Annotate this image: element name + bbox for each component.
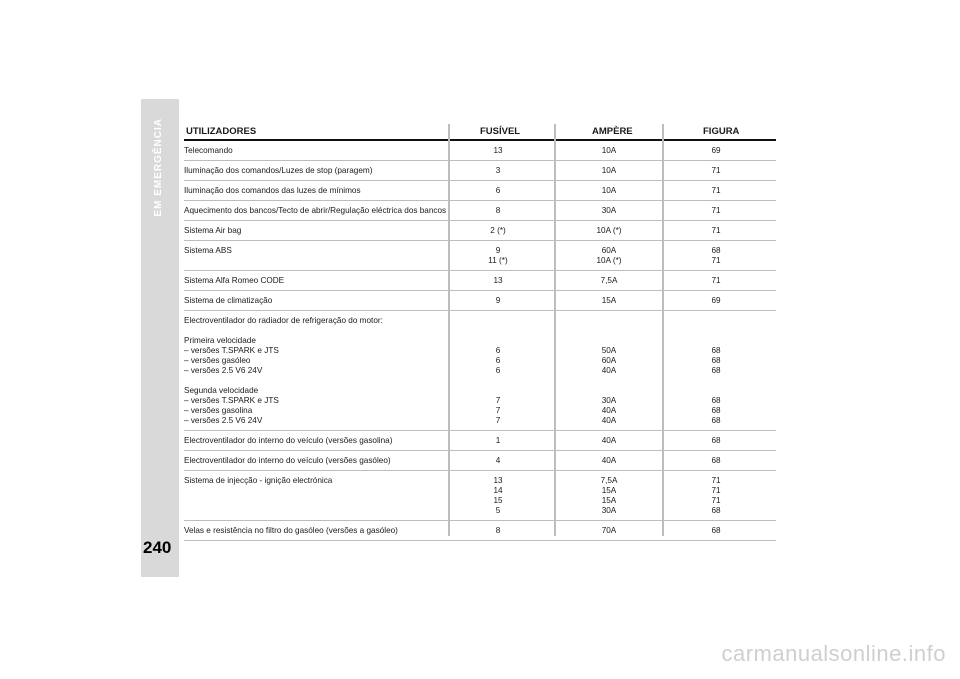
cell-line: 68 (711, 526, 721, 535)
cell-line: 10A (*) (596, 226, 622, 235)
cell-line: 1 (495, 436, 501, 445)
cell-ampere (577, 186, 641, 196)
cell-utilizador (184, 276, 444, 286)
cell-line: 7,5A (600, 276, 618, 285)
cell-figura (684, 186, 748, 196)
cell-figura (684, 226, 748, 236)
cell-line: 40A (601, 366, 617, 375)
cell-line: 40A (601, 456, 617, 465)
cell-line: 68 (711, 506, 721, 515)
header-figura: FIGURA (703, 126, 740, 137)
table-row (184, 181, 776, 201)
cell-ampere (577, 456, 641, 466)
cell-line: – versões gasóleo (184, 356, 251, 365)
cell-line (184, 486, 444, 496)
cell-line: 68 (711, 436, 721, 445)
cell-line (184, 326, 444, 336)
cell-line: – versões 2.5 V6 24V (184, 416, 263, 425)
cell-line: Iluminação dos comandos/Luzes de stop (paragem) (184, 166, 373, 175)
cell-line: Sistema de climatização (184, 296, 273, 305)
cell-line: Primeira velocidade (184, 336, 256, 345)
cell-line: 71 (711, 186, 721, 195)
cell-line (184, 376, 444, 386)
cell-ampere (577, 276, 641, 286)
cell-ampere (577, 206, 641, 216)
cell-line (466, 326, 530, 336)
cell-line: 71 (711, 276, 721, 285)
cell-line: 68 (711, 346, 721, 355)
cell-line: 40A (601, 436, 617, 445)
cell-line: 68 (711, 366, 721, 375)
cell-line: 71 (711, 206, 721, 215)
cell-ampere (577, 246, 641, 266)
cell-line: 15A (601, 496, 617, 505)
cell-ampere (577, 316, 641, 426)
cell-line: Sistema Alfa Romeo CODE (184, 276, 285, 285)
cell-fusivel (466, 476, 530, 516)
cell-line: Aquecimento dos bancos/Tecto de abrir/Regulação eléctrica dos bancos (184, 206, 447, 215)
cell-line: 10A (601, 146, 617, 155)
cell-line: Segunda velocidade (184, 386, 259, 395)
table-row (184, 201, 776, 221)
cell-line: 71 (711, 256, 721, 265)
cell-line: 6 (495, 356, 501, 365)
cell-ampere (577, 526, 641, 536)
cell-line: 7,5A (600, 476, 618, 485)
cell-figura (684, 456, 748, 466)
cell-line: 13 (493, 146, 503, 155)
cell-line: 50A (601, 346, 617, 355)
cell-ampere (577, 146, 641, 156)
table-row (184, 271, 776, 291)
cell-line: 15A (601, 296, 617, 305)
header-ampere: AMPÈRE (592, 126, 633, 137)
cell-line: 7 (495, 396, 501, 405)
cell-utilizador (184, 246, 444, 266)
table-row (184, 161, 776, 181)
header-utilizadores: UTILIZADORES (186, 126, 257, 137)
cell-fusivel (466, 276, 530, 286)
cell-line: 71 (711, 226, 721, 235)
cell-line (466, 316, 530, 326)
cell-line (684, 316, 748, 326)
cell-fusivel (466, 226, 530, 236)
cell-figura (684, 476, 748, 516)
cell-line: 68 (711, 356, 721, 365)
cell-line: 13 (493, 276, 503, 285)
cell-line: 10A (601, 186, 617, 195)
cell-line: Electroventilador do radiador de refrigeração do motor: (184, 316, 383, 325)
cell-line: 40A (601, 416, 617, 425)
table-row (184, 431, 776, 451)
cell-fusivel (466, 456, 530, 466)
cell-utilizador (184, 476, 444, 516)
cell-line: 6 (495, 346, 501, 355)
cell-line: 11 (*) (488, 256, 508, 265)
column-divider (662, 124, 664, 536)
cell-line (684, 336, 748, 346)
header-fusivel: FUSÍVEL (480, 126, 521, 137)
cell-line: Electroventilador do interno do veículo (versões gasóleo) (184, 456, 391, 465)
cell-line: 69 (711, 146, 721, 155)
table-body (184, 141, 776, 541)
cell-figura (684, 436, 748, 446)
cell-line: 71 (711, 496, 721, 505)
watermark-text: carmanualsonline.info (721, 641, 946, 666)
cell-fusivel (466, 246, 530, 266)
table-row (184, 221, 776, 241)
cell-line: Sistema ABS (184, 246, 232, 255)
cell-line (184, 506, 444, 516)
cell-line: 60A (601, 356, 617, 365)
cell-line (577, 316, 641, 326)
cell-line: – versões T.SPARK e JTS (184, 346, 279, 355)
cell-utilizador (184, 526, 444, 536)
cell-fusivel (466, 526, 530, 536)
cell-line: 8 (495, 206, 501, 215)
cell-ampere (577, 476, 641, 516)
cell-ampere (577, 166, 641, 176)
cell-line: 68 (711, 406, 721, 415)
cell-fusivel (466, 166, 530, 176)
column-divider (448, 124, 450, 536)
cell-ampere (577, 296, 641, 306)
cell-line: 10A (601, 166, 617, 175)
cell-line: 69 (711, 296, 721, 305)
cell-line: 71 (711, 476, 721, 485)
cell-line: Sistema de injecção - ignição electrónica (184, 476, 333, 485)
cell-line: 13 (493, 476, 503, 485)
cell-line (184, 496, 444, 506)
cell-fusivel (466, 206, 530, 216)
table-row (184, 241, 776, 271)
cell-fusivel (466, 436, 530, 446)
cell-line: 68 (711, 246, 721, 255)
table-header (184, 124, 776, 141)
cell-line: 68 (711, 456, 721, 465)
column-divider (554, 124, 556, 536)
table-row (184, 291, 776, 311)
cell-utilizador (184, 206, 447, 216)
cell-fusivel (466, 146, 530, 156)
cell-line (577, 376, 641, 386)
cell-utilizador (184, 226, 444, 236)
cell-line: 15 (493, 496, 503, 505)
cell-figura (684, 146, 748, 156)
cell-line: Velas e resistência no filtro do gasóleo (versões a gasóleo) (184, 526, 398, 535)
cell-utilizador (184, 186, 444, 196)
cell-line: 30A (601, 506, 617, 515)
table-row (184, 521, 776, 541)
cell-figura (684, 316, 748, 426)
cell-line: 15A (601, 486, 617, 495)
cell-line: Sistema Air bag (184, 226, 242, 235)
cell-line: 40A (601, 406, 617, 415)
cell-line (684, 326, 748, 336)
cell-utilizador (184, 166, 444, 176)
cell-fusivel (466, 186, 530, 196)
cell-line: 9 (495, 246, 501, 255)
cell-line: 5 (495, 506, 501, 515)
cell-line (466, 386, 530, 396)
cell-line (684, 386, 748, 396)
cell-line: 4 (495, 456, 501, 465)
cell-line (577, 336, 641, 346)
cell-utilizador (184, 436, 444, 446)
cell-line: 71 (711, 486, 721, 495)
cell-line: 30A (601, 396, 617, 405)
cell-line: 30A (601, 206, 617, 215)
cell-ampere (577, 226, 641, 236)
cell-figura (684, 276, 748, 286)
table-row (184, 471, 776, 521)
cell-line: 3 (495, 166, 501, 175)
cell-line: 8 (495, 526, 501, 535)
cell-figura (684, 246, 748, 266)
cell-figura (684, 296, 748, 306)
cell-line: 6 (495, 186, 501, 195)
cell-line: 68 (711, 396, 721, 405)
table-row (184, 311, 776, 431)
cell-figura (684, 206, 748, 216)
cell-line: 14 (493, 486, 503, 495)
fuse-table (184, 124, 776, 541)
cell-line (466, 376, 530, 386)
section-label: EM EMERGÊNCIA (153, 118, 164, 217)
cell-figura (684, 526, 748, 536)
cell-figura (684, 166, 748, 176)
cell-line: 68 (711, 416, 721, 425)
cell-fusivel (466, 296, 530, 306)
cell-utilizador (184, 296, 444, 306)
table-row (184, 141, 776, 161)
cell-line: 71 (711, 166, 721, 175)
cell-line (577, 326, 641, 336)
cell-line: 9 (495, 296, 501, 305)
table-row (184, 451, 776, 471)
cell-line: – versões 2.5 V6 24V (184, 366, 263, 375)
cell-line: 7 (495, 416, 501, 425)
cell-fusivel (466, 316, 530, 426)
cell-line: Electroventilador do interno do veículo (versões gasolina) (184, 436, 393, 445)
cell-ampere (577, 436, 641, 446)
cell-line: 60A (601, 246, 617, 255)
cell-utilizador (184, 456, 444, 466)
cell-line (466, 336, 530, 346)
cell-line: 7 (495, 406, 501, 415)
cell-line: 70A (601, 526, 617, 535)
cell-line (184, 256, 444, 266)
cell-utilizador (184, 316, 444, 426)
cell-line: 2 (*) (490, 226, 506, 235)
cell-line: 10A (*) (596, 256, 622, 265)
cell-line: – versões T.SPARK e JTS (184, 396, 279, 405)
cell-line: Telecomando (184, 146, 233, 155)
cell-line (577, 386, 641, 396)
cell-utilizador (184, 146, 444, 156)
cell-line: – versões gasolina (184, 406, 253, 415)
cell-line: 6 (495, 366, 501, 375)
cell-line: Iluminação dos comandos das luzes de mínimos (184, 186, 361, 195)
page-number: 240 (143, 538, 172, 557)
cell-line (684, 376, 748, 386)
